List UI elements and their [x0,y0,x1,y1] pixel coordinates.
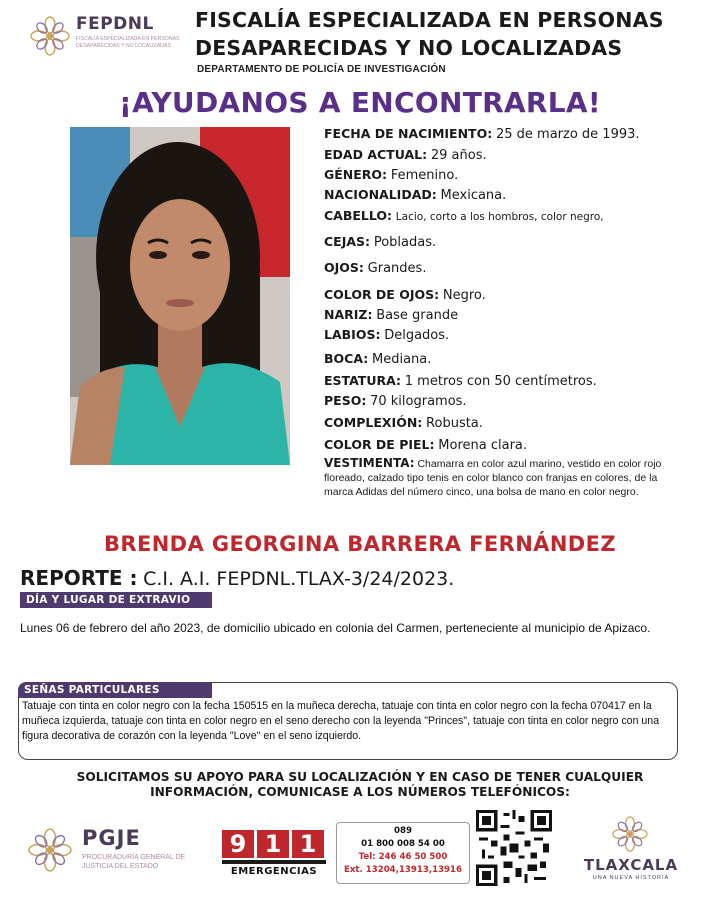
detail-color-ojos: COLOR DE OJOS: Negro. [324,287,486,303]
emergency-label: EMERGENCIAS [230,866,318,877]
request-line-2: INFORMACIÓN, COMUNICASE A LOS NÚMEROS TELEFÓNICOS: [150,785,570,799]
fepdnl-logo [76,14,186,49]
detail-ojos: OJOS: Grandes. [324,260,427,276]
phone-ext: Ext. 13204,13913,13916 [343,865,462,875]
detail-estatura: ESTATURA: 1 metros con 50 centímetros. [324,373,597,389]
contact-request [0,770,720,800]
qr-code-icon [476,810,552,886]
detail-fecha-nacimiento: FECHA DE NACIMIENTO: 25 de marzo de 1993. [324,126,640,142]
tlaxcala-title: TLAXCALA [583,856,679,874]
person-portrait-icon [70,127,290,465]
detail-boca: BOCA: Mediana. [324,351,432,367]
report-number [20,566,454,591]
title-line-2: DESAPARECIDAS Y NO LOCALIZADAS [195,36,623,60]
extravio-text: Lunes 06 de febrero del año 2023, de domicilio ubicado en colonia del Carmen, perteneciente al municipio de Apizaco. [20,621,651,635]
pgje-emblem-icon [28,828,72,872]
pgje-subtitle: PROCURADURÍA GENERAL DE JUSTICIA DEL ESTADO [82,854,186,870]
detail-cejas: CEJAS: Pobladas. [324,234,437,250]
title-line-1: FISCALÍA ESPECIALIZADA EN PERSONAS [195,8,664,32]
missing-person-photo [70,127,290,465]
tlaxcala-subtitle: UNA NUEVA HISTORIA [592,875,670,881]
phone-numbers [336,822,470,884]
department: DEPARTAMENTO DE POLICÍA DE INVESTIGACIÓN [197,64,446,75]
detail-color-piel: COLOR DE PIEL: Morena clara. [324,437,528,453]
report-value: C.I. A.I. FEPDNL.TLAX-3/24/2023. [143,568,455,590]
phone-089: 089 [394,826,412,836]
extravio-label: DÍA Y LUGAR DE EXTRAVIO [20,592,212,608]
emergency-911-logo [222,830,326,877]
emergency-digit: 9 [222,830,254,858]
detail-vestimenta: VESTIMENTA: Chamarra en color azul marino, vestido en color rojo floreado, calzado tipo tenis en color blanco con franjas en colores, de la marca Adidas del número cinco, una bolsa de mano en color negro. [324,456,662,498]
pgje-title: PGJE [82,826,141,850]
logo-title: FEPDNL [76,14,154,34]
request-line-1: SOLICITAMOS SU APOYO PARA SU LOCALIZACIÓN Y EN CASO DE TENER CUALQUIER [76,770,644,784]
report-label: REPORTE : [20,566,138,590]
tlaxcala-emblem-icon [612,816,648,852]
detail-nariz: NARIZ: Base grande [324,307,459,323]
detail-complexion: COMPLEXIÓN: Robusta. [324,415,483,431]
emergency-digit: 1 [257,830,289,858]
detail-cabello: CABELLO: Lacio, corto a los hombros, color negro, [324,208,604,223]
page-title [195,6,715,62]
flower-emblem-icon [30,16,70,56]
emergency-digit: 1 [292,830,324,858]
header [0,0,720,86]
phone-tel: Tel: 246 46 50 500 [358,852,448,862]
detail-edad: EDAD ACTUAL: 29 años. [324,147,487,163]
detail-nacionalidad: NACIONALIDAD: Mexicana. [324,187,507,203]
detail-labios: LABIOS: Delgados. [324,327,450,343]
senas-text: Tatuaje con tinta en color negro con la fecha 150515 en la muñeca derecha, tatuaje con tinta en color negro con la fecha 070417 en la muñeca izquierda, tatuaje con tinta en color negro en el seno derecho con la leyenda "Princes", tatuaje con tinta en color negro con una figura decorativa de corazón con la leyenda "Love" en el seno izquierdo. [22,700,660,742]
detail-genero: GÉNERO: Femenino. [324,167,459,183]
headline: ¡AYUDANOS A ENCONTRARLA! [119,86,601,119]
person-name: BRENDA GEORGINA BARRERA FERNÁNDEZ [103,532,617,556]
logo-subtitle: FISCALÍA ESPECIALIZADA EN PERSONAS DESAPARECIDAS Y NO LOCALIZADAS [76,36,180,49]
footer [0,810,720,909]
senas-label: SEÑAS PARTICULARES [18,682,212,698]
phone-800: 01 800 008 54 00 [361,839,445,849]
detail-peso: PESO: 70 kilogramos. [324,393,467,409]
